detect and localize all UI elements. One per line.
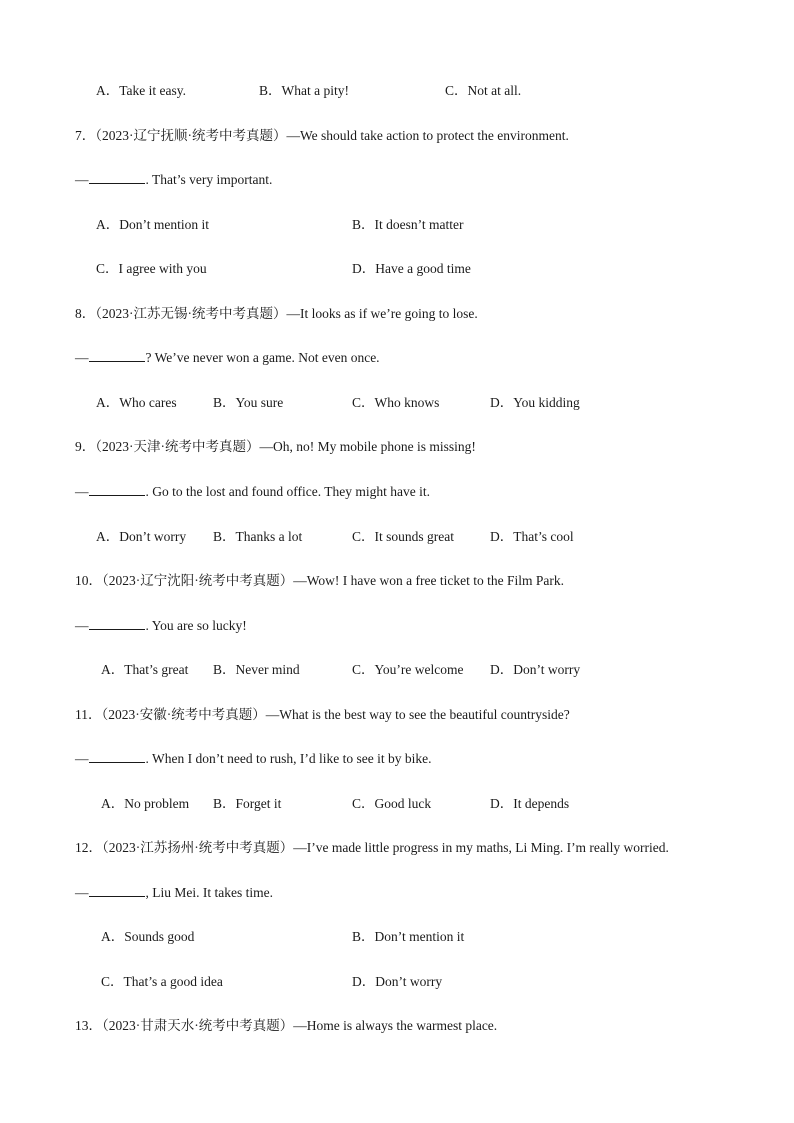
q8-reply <box>75 349 380 367</box>
q8-option-d: D．You kidding <box>490 395 580 410</box>
q11-reply-dash: — <box>75 751 88 766</box>
q11-option-d: D．It depends <box>490 796 570 811</box>
q7-stem: 7．（2023·辽宁抚顺·统考中考真题）—We should take action to protect the environment. <box>75 128 569 143</box>
q12-reply-text: , Liu Mei. It takes time. <box>145 885 273 900</box>
q9-reply-dash: — <box>75 484 88 499</box>
q12-option-a: A．Sounds good <box>101 929 195 944</box>
q8-option-c: C．Who knows <box>352 395 440 410</box>
q12-option-c: C．That’s a good idea <box>101 974 223 989</box>
q11-stem: 11．（2023·安徽·统考中考真题）—What is the best way to see the beautiful countryside? <box>75 707 570 722</box>
q10-option-b: B．Never mind <box>213 662 300 677</box>
q9-option-b: B．Thanks a lot <box>213 529 303 544</box>
q7-option-b: B．It doesn’t matter <box>352 217 464 232</box>
q9-reply <box>75 483 430 501</box>
q6-option-c: C．Not at all. <box>445 83 522 98</box>
q10-option-a: A．That’s great <box>101 662 189 677</box>
q11-reply <box>75 750 431 768</box>
q7-answer-blank <box>89 171 145 184</box>
q11-answer-blank <box>89 750 145 763</box>
q11-option-b: B．Forget it <box>213 796 282 811</box>
q13-stem: 13．（2023·甘肃天水·统考中考真题）—Home is always the warmest place. <box>75 1018 498 1033</box>
q10-stem: 10．（2023·辽宁沈阳·统考中考真题）—Wow! I have won a free ticket to the Film Park. <box>75 573 564 588</box>
q12-reply-dash: — <box>75 885 88 900</box>
q7-option-a: A．Don’t mention it <box>96 217 209 232</box>
q12-answer-blank <box>89 884 145 897</box>
q6-option-a: A．Take it easy. <box>96 83 187 98</box>
q8-option-a: A．Who cares <box>96 395 177 410</box>
q7-reply-text: . That’s very important. <box>145 172 273 187</box>
q7-option-c: C．I agree with you <box>96 261 207 276</box>
q6-option-b: B．What a pity! <box>259 83 349 98</box>
q12-reply <box>75 884 273 902</box>
q9-answer-blank <box>89 483 145 496</box>
q10-answer-blank <box>89 617 145 630</box>
q9-option-a: A．Don’t worry <box>96 529 187 544</box>
q10-reply-text: . You are so lucky! <box>145 618 247 633</box>
q7-reply <box>75 171 272 189</box>
q10-option-d: D．Don’t worry <box>490 662 581 677</box>
q7-reply-dash: — <box>75 172 88 187</box>
q8-reply-dash: — <box>75 350 88 365</box>
q8-stem: 8．（2023·江苏无锡·统考中考真题）—It looks as if we’re going to lose. <box>75 306 478 321</box>
q11-reply-text: . When I don’t need to rush, I’d like to see it by bike. <box>145 751 432 766</box>
q10-reply-dash: — <box>75 618 88 633</box>
q9-option-c: C．It sounds great <box>352 529 454 544</box>
q10-option-c: C．You’re welcome <box>352 662 464 677</box>
q9-reply-text: . Go to the lost and found office. They might have it. <box>145 484 430 499</box>
q8-answer-blank <box>89 349 145 362</box>
q11-option-a: A．No problem <box>101 796 190 811</box>
q9-stem: 9．（2023·天津·统考中考真题）—Oh, no! My mobile phone is missing! <box>75 439 476 454</box>
q8-reply-text: ? We’ve never won a game. Not even once. <box>145 350 380 365</box>
q9-option-d: D．That’s cool <box>490 529 574 544</box>
q12-stem: 12．（2023·江苏扬州·统考中考真题）—I’ve made little progress in my maths, Li Ming. I’m really worried. <box>75 840 669 855</box>
q11-option-c: C．Good luck <box>352 796 432 811</box>
q7-option-d: D．Have a good time <box>352 261 471 276</box>
q10-reply <box>75 617 247 635</box>
q12-option-b: B．Don’t mention it <box>352 929 465 944</box>
q8-option-b: B．You sure <box>213 395 284 410</box>
q12-option-d: D．Don’t worry <box>352 974 443 989</box>
